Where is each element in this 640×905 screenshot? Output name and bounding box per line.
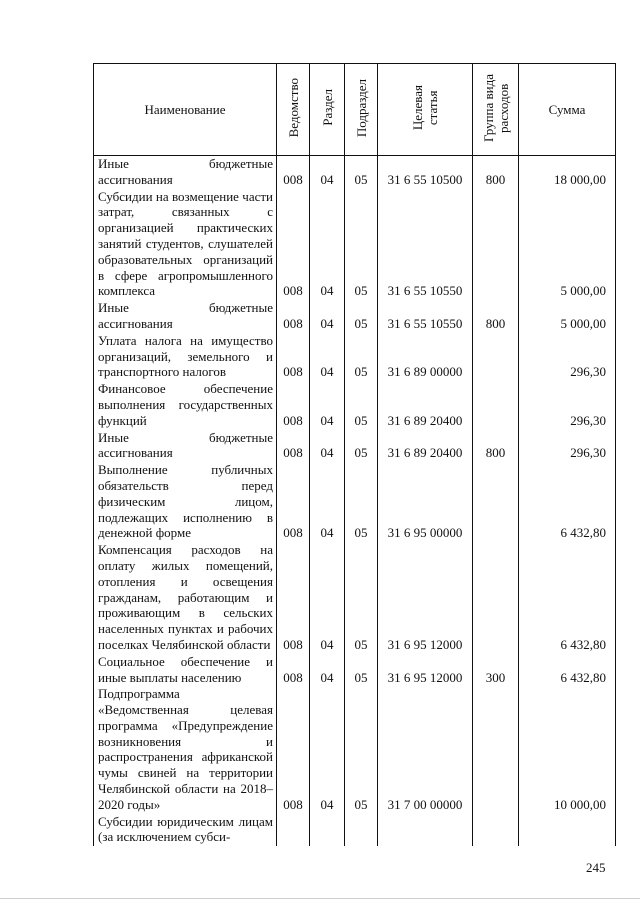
row-razdel: 04 [310,462,345,542]
row-vedomstvo: 008 [277,333,310,381]
table-row [94,189,616,301]
row-podrazdel: 05 [345,686,378,813]
row-celevaya-statya: 31 6 95 00000 [378,462,473,542]
row-name: Выполнение публичных обязательств перед физическим лицом, подлежащих исполнению в денежной форме [94,462,277,542]
row-gruppa: 800 [473,300,519,333]
row-razdel: 04 [310,300,345,333]
row-name: Иные бюджетные ассигнования [94,430,277,463]
row-summa: 296,30 [519,333,616,381]
page-number: 245 [586,860,606,875]
row-razdel: 04 [310,430,345,463]
header-gruppa-line2: расходов [495,82,511,133]
row-name: Социальное обеспечение и иные выплаты населению [94,654,277,687]
row-summa [519,814,616,847]
row-summa: 18 000,00 [519,156,616,189]
header-vedomstvo-label: Ведомство [285,77,301,138]
table-row [94,430,616,463]
row-name: Иные бюджетные ассигнования [94,300,277,333]
row-gruppa [473,814,519,847]
header-gruppa-line1: Группа вида [480,73,496,142]
header-gruppa-vida-raskhodov [473,64,519,156]
table-row [94,381,616,429]
row-name: Иные бюджетные ассигнования [94,156,277,189]
row-razdel: 04 [310,381,345,429]
row-summa: 296,30 [519,430,616,463]
row-razdel: 04 [310,189,345,301]
scan-edge-line [0,898,640,899]
row-vedomstvo: 008 [277,462,310,542]
row-gruppa [473,686,519,813]
table-row [94,686,616,813]
row-razdel: 04 [310,542,345,654]
header-celevaya-line2: статья [425,90,440,125]
header-celevaya-label [410,85,440,130]
row-summa: 296,30 [519,381,616,429]
row-razdel: 04 [310,333,345,381]
row-gruppa: 800 [473,430,519,463]
table-row [94,814,616,847]
row-podrazdel [345,814,378,847]
row-razdel [310,814,345,847]
row-celevaya-statya: 31 6 55 10550 [378,300,473,333]
row-summa: 6 432,80 [519,654,616,687]
row-vedomstvo [277,814,310,847]
table-row [94,156,616,189]
row-celevaya-statya: 31 6 89 20400 [378,381,473,429]
row-celevaya-statya: 31 6 89 20400 [378,430,473,463]
row-celevaya-statya: 31 6 89 00000 [378,333,473,381]
row-name: Уплата налога на имущество организаций, земельного и транспортного налогов [94,333,277,381]
row-gruppa [473,333,519,381]
header-celevaya-line1: Целевая [410,85,425,131]
row-gruppa [473,462,519,542]
row-razdel: 04 [310,686,345,813]
row-gruppa [473,189,519,301]
row-podrazdel: 05 [345,333,378,381]
row-summa: 6 432,80 [519,462,616,542]
row-celevaya-statya: 31 6 55 10500 [378,156,473,189]
row-podrazdel: 05 [345,430,378,463]
table-row [94,654,616,687]
header-gruppa-label [481,74,511,142]
row-razdel: 04 [310,156,345,189]
row-gruppa [473,542,519,654]
table-row [94,462,616,542]
table-row [94,542,616,654]
row-summa: 6 432,80 [519,542,616,654]
header-razdel [310,64,345,156]
row-name: Подпрограмма «Ведомственная целевая программа «Предупреждение возникновения и распространения африканской чумы свиней на территории Челябинской области на 2018–2020 годы» [94,686,277,813]
row-summa: 10 000,00 [519,686,616,813]
row-razdel: 04 [310,654,345,687]
row-gruppa [473,381,519,429]
row-vedomstvo: 008 [277,381,310,429]
row-summa: 5 000,00 [519,300,616,333]
row-podrazdel: 05 [345,381,378,429]
row-name: Субсидии юридическим лицам (за исключением субси- [94,814,277,847]
row-vedomstvo: 008 [277,300,310,333]
table-header-row [94,64,616,156]
row-celevaya-statya: 31 6 95 12000 [378,654,473,687]
row-celevaya-statya [378,814,473,847]
row-vedomstvo: 008 [277,542,310,654]
header-name: Наименование [94,64,277,156]
header-vedomstvo [277,64,310,156]
row-vedomstvo: 008 [277,686,310,813]
table-row [94,333,616,381]
row-podrazdel: 05 [345,462,378,542]
row-celevaya-statya: 31 7 00 00000 [378,686,473,813]
row-name: Финансовое обеспечение выполнения государственных функций [94,381,277,429]
row-gruppa: 300 [473,654,519,687]
row-vedomstvo: 008 [277,156,310,189]
row-vedomstvo: 008 [277,430,310,463]
row-podrazdel: 05 [345,300,378,333]
table-row [94,300,616,333]
header-razdel-label: Раздел [319,89,335,126]
row-celevaya-statya: 31 6 95 12000 [378,542,473,654]
row-celevaya-statya: 31 6 55 10550 [378,189,473,301]
header-podrazdel [345,64,378,156]
row-podrazdel: 05 [345,189,378,301]
row-gruppa: 800 [473,156,519,189]
row-summa: 5 000,00 [519,189,616,301]
row-name: Субсидии на возмещение части затрат, связанных с организацией практических занятий студентов, слушателей образовательных организаций в сфере агропромышленного комплекса [94,189,277,301]
row-podrazdel: 05 [345,542,378,654]
header-podrazdel-label: Подраздел [353,78,369,137]
header-summa: Сумма [519,64,616,156]
row-podrazdel: 05 [345,654,378,687]
table-body [94,156,616,847]
budget-table [93,63,616,846]
row-podrazdel: 05 [345,156,378,189]
row-name: Компенсация расходов на оплату жилых помещений, отопления и освещения гражданам, работающим и проживающим в сельских населенных пунктах и рабочих поселках Челябинской области [94,542,277,654]
row-vedomstvo: 008 [277,654,310,687]
row-vedomstvo: 008 [277,189,310,301]
header-celevaya-statya [378,64,473,156]
